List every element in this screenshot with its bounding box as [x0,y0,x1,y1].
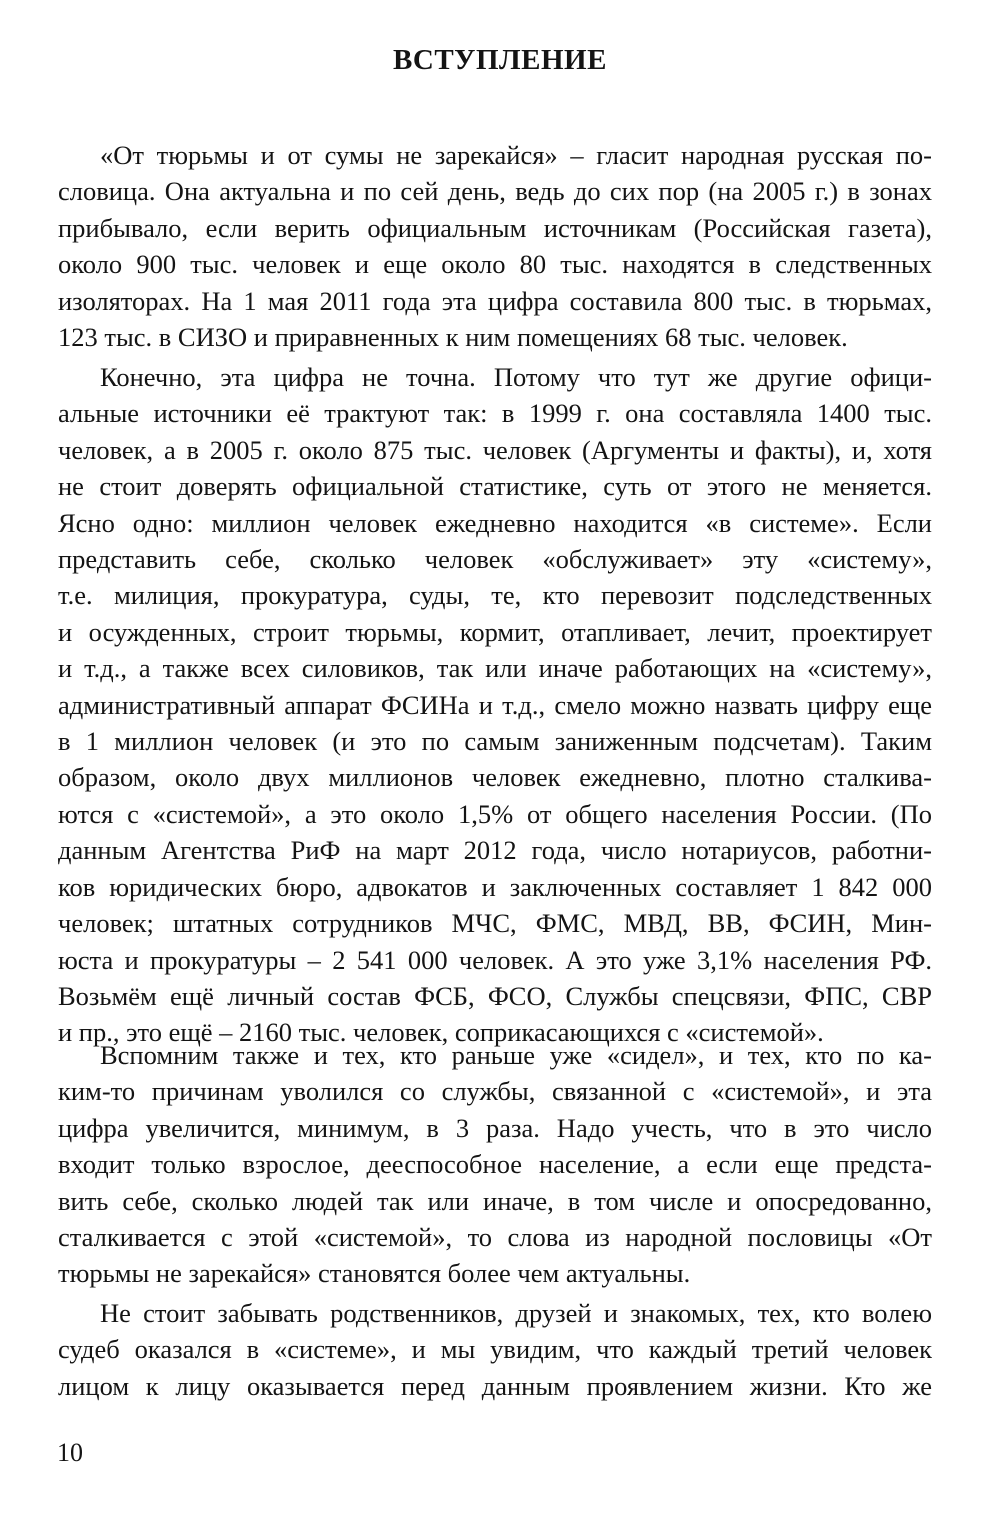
text-line: входит только взрослое, дееспособное население, а если еще предста- [58,1149,932,1180]
text-line: судеб оказался в «системе», и мы увидим, что каждый третий человек [58,1334,932,1365]
text-line: т.е. милиция, прокуратура, суды, те, кто перевозит подследственных [58,580,932,611]
text-line: и пр., это ещё – 2160 тыс. человек, соприкасающихся с «системой». [58,1017,824,1048]
text-line: Конечно, эта цифра не точна. Потому что тут же другие офици- [100,362,932,392]
text-line: 123 тыс. в СИЗО и приравненных к ним помещениях 68 тыс. человек. [58,322,848,353]
text-line: человек, а в 2005 г. около 875 тыс. человек (Аргументы и факты), и, хотя [58,434,932,465]
text-line: образом, около двух миллионов человек ежедневно, плотно сталкива- [58,762,932,793]
text-line: административный аппарат ФСИНа и т.д., смело можно назвать цифру еще [58,689,932,720]
text-line: Вспомним также и тех, кто раньше уже «сидел», и тех, кто по ка- [100,1040,932,1070]
paragraph-1 [58,137,932,355]
text-line: Не стоит забывать родственников, друзей и знакомых, тех, кто волею [100,1298,932,1328]
text-line: не стоит доверять официальной статистике, суть от этого не меняется. [58,471,932,502]
paragraph-4 [58,1295,932,1404]
text-line: ются с «системой», а это около 1,5% от общего населения России. (По [58,798,932,829]
text-line: прибывало, если верить официальным источникам (Российская газета), [58,212,932,243]
text-line: «От тюрьмы и от сумы не зарекайся» – гласит народная русская по- [100,140,932,170]
text-line: ков юридических бюро, адвокатов и заключенных составляет 1 842 000 [58,871,932,902]
text-line: в 1 миллион человек (и это по самым заниженным подсчетам). Таким [58,726,932,757]
text-line: и т.д., а также всех силовиков, так или иначе работающих на «систему», [58,653,932,684]
text-line: представить себе, сколько человек «обслуживает» эту «систему», [58,544,932,575]
text-line: данным Агентства РиФ на март 2012 года, число нотариусов, работни- [58,835,932,866]
paragraph-3 [58,1037,932,1292]
text-line: цифра увеличится, минимум, в 3 раза. Надо учесть, что в это число [58,1112,932,1143]
text-line: тюрьмы не зарекайся» становятся более чем актуальны. [58,1258,691,1289]
text-line: человек; штатных сотрудников МЧС, ФМС, МВД, ВВ, ФСИН, Мин- [58,908,932,939]
text-line: словица. Она актуальна и по сей день, ведь до сих пор (на 2005 г.) в зонах [58,176,932,207]
chapter-heading: ВСТУПЛЕНИЕ [393,44,607,76]
text-line: альные источники её трактуют так: в 1999 г. она составляла 1400 тыс. [58,398,932,429]
paragraph-2 [58,359,932,1051]
text-line: вить себе, сколько людей так или иначе, в том числе и опосредованно, [58,1185,932,1216]
page-number: 10 [57,1438,83,1467]
text-line: Ясно одно: миллион человек ежедневно находится «в системе». Если [58,507,932,538]
text-line: юста и прокуратуры – 2 541 000 человек. А это уже 3,1% населения РФ. [58,944,932,975]
text-line: около 900 тыс. человек и еще около 80 тыс. находятся в следственных [58,249,932,280]
text-line: и осужденных, строит тюрьмы, кормит, отапливает, лечит, проектирует [58,616,932,647]
text-line: Возьмём ещё личный состав ФСБ, ФСО, Службы спецсвязи, ФПС, СВР [58,980,932,1011]
text-line: изоляторах. На 1 мая 2011 года эта цифра составила 800 тыс. в тюрьмах, [58,285,932,316]
text-line: сталкивается с этой «системой», то слова из народной пословицы «От [58,1222,932,1253]
text-line: лицом к лицу оказывается перед данным проявлением жизни. Кто же [58,1370,932,1401]
text-line: ким-то причинам уволился со службы, связанной с «системой», и эта [58,1076,932,1107]
